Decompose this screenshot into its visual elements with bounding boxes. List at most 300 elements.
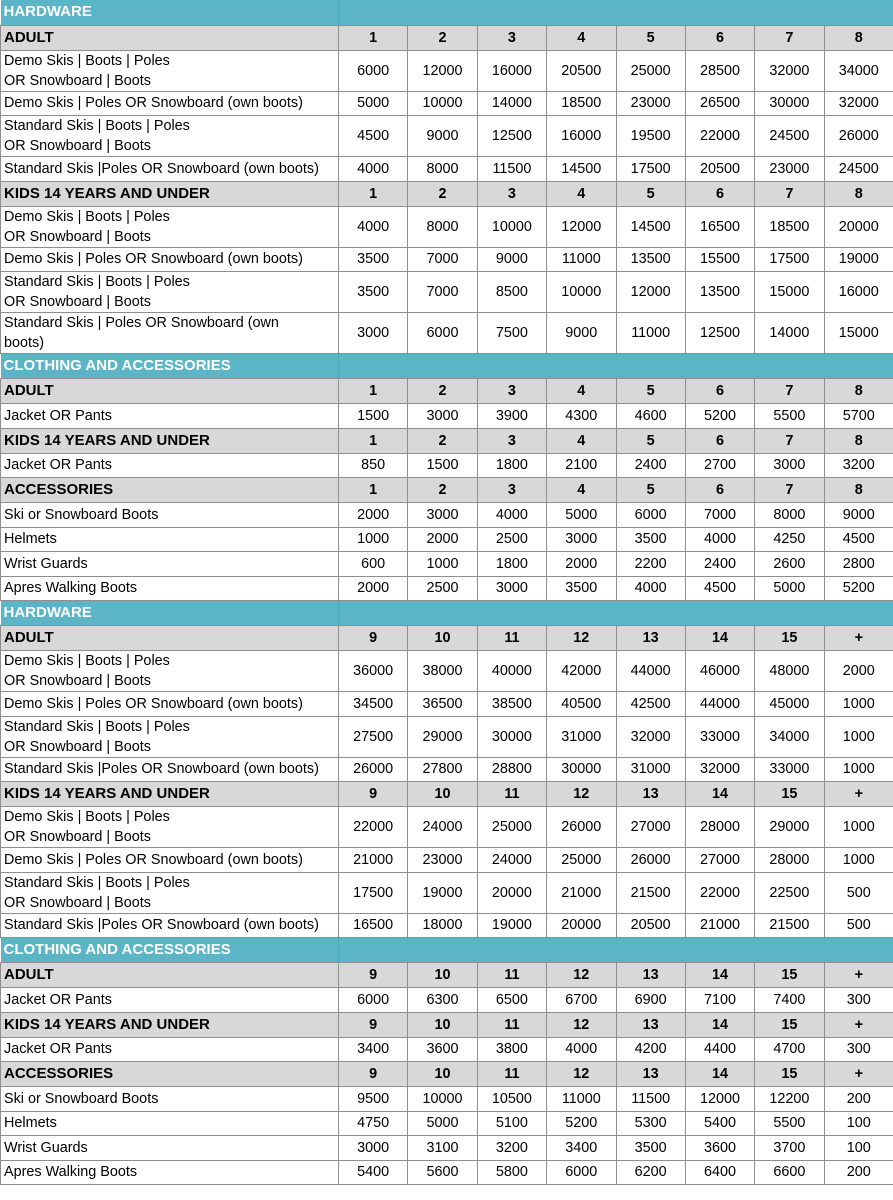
category-label: KIDS 14 YEARS AND UNDER (1, 1012, 339, 1037)
price-cell: 30000 (755, 91, 824, 116)
price-cell: 4000 (339, 157, 408, 182)
day-count-header: 13 (616, 1012, 685, 1037)
rates-table-body (1, 0, 893, 1185)
price-cell: 6000 (339, 988, 408, 1013)
table-row (1, 247, 893, 272)
day-count-header: 3 (477, 25, 546, 50)
day-count-header: 6 (685, 25, 754, 50)
day-count-header: 6 (685, 428, 754, 453)
price-cell: 2000 (339, 503, 408, 528)
table-row (1, 116, 893, 157)
category-header-row (1, 1062, 893, 1087)
price-cell: 48000 (755, 651, 824, 692)
day-count-header: 7 (755, 478, 824, 503)
price-cell: 36000 (339, 651, 408, 692)
price-cell: 38500 (477, 692, 546, 717)
day-count-header: 1 (339, 181, 408, 206)
category-label: KIDS 14 YEARS AND UNDER (1, 181, 339, 206)
price-cell: 28000 (685, 807, 754, 848)
price-cell: 10000 (477, 206, 546, 247)
price-cell: 5600 (408, 1160, 477, 1185)
price-cell: 27500 (339, 716, 408, 757)
price-cell: 2000 (408, 527, 477, 552)
price-cell: 2500 (408, 576, 477, 601)
day-count-header: 14 (685, 626, 754, 651)
price-cell: 16000 (477, 50, 546, 91)
day-count-header: 3 (477, 379, 546, 404)
price-cell: 19000 (477, 913, 546, 938)
price-cell: 1500 (408, 453, 477, 478)
day-count-header: 5 (616, 379, 685, 404)
table-row (1, 848, 893, 873)
category-header-row (1, 963, 893, 988)
table-row (1, 206, 893, 247)
day-count-header: 14 (685, 1062, 754, 1087)
price-cell: 14500 (547, 157, 616, 182)
price-cell: 3500 (547, 576, 616, 601)
price-cell: 3000 (408, 503, 477, 528)
price-cell: 8000 (755, 503, 824, 528)
price-cell: 28000 (755, 848, 824, 873)
price-cell: 10000 (408, 91, 477, 116)
price-cell: 21000 (685, 913, 754, 938)
category-label: ADULT (1, 25, 339, 50)
day-count-header: 5 (616, 25, 685, 50)
price-cell: 3600 (685, 1136, 754, 1161)
price-cell: 3500 (616, 1136, 685, 1161)
price-cell: 19000 (408, 872, 477, 913)
table-row (1, 552, 893, 577)
section-band (339, 601, 893, 626)
category-header-row (1, 25, 893, 50)
day-count-header: 15 (755, 963, 824, 988)
price-cell: 32000 (824, 91, 893, 116)
price-cell: 22000 (685, 116, 754, 157)
price-cell: 3500 (339, 272, 408, 313)
price-cell: 5200 (547, 1111, 616, 1136)
item-label: Wrist Guards (1, 1136, 339, 1161)
table-row (1, 1136, 893, 1161)
price-cell: 14000 (477, 91, 546, 116)
price-cell: 5100 (477, 1111, 546, 1136)
day-count-header: 14 (685, 963, 754, 988)
day-count-header: 15 (755, 626, 824, 651)
price-cell: 13500 (616, 247, 685, 272)
table-row (1, 651, 893, 692)
price-cell: 28800 (477, 757, 546, 782)
price-cell: 3100 (408, 1136, 477, 1161)
price-cell: 24000 (477, 848, 546, 873)
price-cell: 8000 (408, 206, 477, 247)
price-cell: 6600 (755, 1160, 824, 1185)
price-cell: 3200 (477, 1136, 546, 1161)
item-label: Demo Skis | Boots | Poles OR Snowboard | Boots (1, 206, 339, 247)
day-count-header: 12 (547, 626, 616, 651)
item-label: Ski or Snowboard Boots (1, 1087, 339, 1112)
price-cell: 1500 (339, 404, 408, 429)
price-cell: 32000 (755, 50, 824, 91)
price-cell: 27000 (616, 807, 685, 848)
price-cell: 5500 (755, 404, 824, 429)
price-cell: 24000 (408, 807, 477, 848)
item-label: Jacket OR Pants (1, 988, 339, 1013)
price-cell: 31000 (616, 757, 685, 782)
price-cell: 26000 (339, 757, 408, 782)
day-count-header: 5 (616, 428, 685, 453)
category-label: ADULT (1, 379, 339, 404)
price-cell: 2200 (616, 552, 685, 577)
day-count-header: 14 (685, 782, 754, 807)
day-count-header: 12 (547, 1062, 616, 1087)
price-cell: 1800 (477, 453, 546, 478)
category-header-row (1, 379, 893, 404)
price-cell: 21000 (339, 848, 408, 873)
day-count-header: 9 (339, 963, 408, 988)
day-count-header: 11 (477, 963, 546, 988)
price-cell: 5800 (477, 1160, 546, 1185)
price-cell: 6500 (477, 988, 546, 1013)
price-cell: 12000 (685, 1087, 754, 1112)
section-title: CLOTHING AND ACCESSORIES (1, 938, 339, 963)
price-cell: 1000 (824, 716, 893, 757)
day-count-header: 3 (477, 181, 546, 206)
price-cell: 26000 (547, 807, 616, 848)
section-band (339, 938, 893, 963)
day-count-header: 2 (408, 478, 477, 503)
item-label: Standard Skis | Boots | Poles OR Snowboard | Boots (1, 272, 339, 313)
table-row (1, 50, 893, 91)
day-count-header: 7 (755, 181, 824, 206)
price-cell: 12000 (547, 206, 616, 247)
price-cell: 6000 (547, 1160, 616, 1185)
price-cell: 11000 (547, 247, 616, 272)
price-cell: 17500 (616, 157, 685, 182)
item-label: Demo Skis | Poles OR Snowboard (own boots) (1, 91, 339, 116)
item-label: Demo Skis | Boots | Poles OR Snowboard | Boots (1, 807, 339, 848)
price-cell: 4500 (824, 527, 893, 552)
table-row (1, 91, 893, 116)
price-cell: 5000 (547, 503, 616, 528)
price-cell: 42000 (547, 651, 616, 692)
price-cell: 4000 (685, 527, 754, 552)
item-label: Apres Walking Boots (1, 576, 339, 601)
price-cell: 23000 (408, 848, 477, 873)
table-row (1, 692, 893, 717)
price-cell: 4500 (339, 116, 408, 157)
day-count-header: 2 (408, 181, 477, 206)
table-row (1, 157, 893, 182)
day-count-header: 5 (616, 181, 685, 206)
price-cell: 4300 (547, 404, 616, 429)
category-header-row (1, 626, 893, 651)
price-cell: 23000 (755, 157, 824, 182)
category-header-row (1, 782, 893, 807)
price-cell: 17500 (755, 247, 824, 272)
day-count-header: 15 (755, 1062, 824, 1087)
day-count-header: 10 (408, 1012, 477, 1037)
price-cell: 40500 (547, 692, 616, 717)
price-cell: 3600 (408, 1037, 477, 1062)
price-cell: 45000 (755, 692, 824, 717)
price-cell: 25000 (547, 848, 616, 873)
table-row (1, 453, 893, 478)
price-cell: 3400 (339, 1037, 408, 1062)
day-count-header: 8 (824, 379, 893, 404)
price-cell: 6300 (408, 988, 477, 1013)
price-cell: 4000 (547, 1037, 616, 1062)
day-count-header: 2 (408, 25, 477, 50)
price-cell: 4600 (616, 404, 685, 429)
item-label: Standard Skis | Boots | Poles OR Snowboard | Boots (1, 872, 339, 913)
day-count-header: 2 (408, 379, 477, 404)
day-count-header: 1 (339, 25, 408, 50)
price-cell: 18500 (547, 91, 616, 116)
section-title: HARDWARE (1, 601, 339, 626)
price-cell: 27800 (408, 757, 477, 782)
price-cell: 6400 (685, 1160, 754, 1185)
price-cell: 9500 (339, 1087, 408, 1112)
price-cell: 46000 (685, 651, 754, 692)
table-row (1, 807, 893, 848)
price-cell: 4500 (685, 576, 754, 601)
section-band (339, 0, 893, 25)
price-cell: 200 (824, 1087, 893, 1112)
day-count-header: 4 (547, 428, 616, 453)
price-cell: 3500 (339, 247, 408, 272)
price-cell: 2500 (477, 527, 546, 552)
price-cell: 7100 (685, 988, 754, 1013)
table-row (1, 404, 893, 429)
price-cell: 2600 (755, 552, 824, 577)
price-cell: 20500 (616, 913, 685, 938)
day-count-header: 11 (477, 782, 546, 807)
price-cell: 2000 (824, 651, 893, 692)
table-row (1, 872, 893, 913)
price-cell: 4000 (616, 576, 685, 601)
price-cell: 4700 (755, 1037, 824, 1062)
table-row (1, 716, 893, 757)
table-row (1, 1087, 893, 1112)
price-cell: 29000 (408, 716, 477, 757)
price-cell: 5000 (408, 1111, 477, 1136)
day-count-header: 12 (547, 1012, 616, 1037)
price-cell: 1000 (824, 692, 893, 717)
price-cell: 34000 (824, 50, 893, 91)
price-cell: 4000 (339, 206, 408, 247)
table-row (1, 503, 893, 528)
item-label: Jacket OR Pants (1, 453, 339, 478)
item-label: Helmets (1, 1111, 339, 1136)
price-cell: 3200 (824, 453, 893, 478)
price-cell: 5200 (685, 404, 754, 429)
price-cell: 10500 (477, 1087, 546, 1112)
price-cell: 20000 (824, 206, 893, 247)
price-cell: 26000 (616, 848, 685, 873)
price-cell: 1000 (824, 757, 893, 782)
price-cell: 12200 (755, 1087, 824, 1112)
price-cell: 10000 (408, 1087, 477, 1112)
price-cell: 6700 (547, 988, 616, 1013)
price-cell: 7000 (685, 503, 754, 528)
category-header-row (1, 1012, 893, 1037)
price-cell: 7000 (408, 272, 477, 313)
price-cell: 2800 (824, 552, 893, 577)
price-cell: 21500 (755, 913, 824, 938)
price-cell: 8000 (408, 157, 477, 182)
table-row (1, 1160, 893, 1185)
price-cell: 100 (824, 1111, 893, 1136)
price-cell: 3000 (547, 527, 616, 552)
price-cell: 4400 (685, 1037, 754, 1062)
price-cell: 9000 (408, 116, 477, 157)
item-label: Standard Skis |Poles OR Snowboard (own boots) (1, 913, 339, 938)
price-cell: 14500 (616, 206, 685, 247)
category-header-row (1, 478, 893, 503)
day-count-header: 10 (408, 782, 477, 807)
price-cell: 12500 (685, 313, 754, 354)
day-count-header: 9 (339, 1062, 408, 1087)
price-cell: 1000 (339, 527, 408, 552)
section-header-row (1, 938, 893, 963)
price-cell: 4000 (477, 503, 546, 528)
day-count-header: 8 (824, 478, 893, 503)
day-count-header: 7 (755, 428, 824, 453)
item-label: Standard Skis | Poles OR Snowboard (own boots) (1, 313, 339, 354)
item-label: Demo Skis | Boots | Poles OR Snowboard | Boots (1, 50, 339, 91)
price-cell: 17500 (339, 872, 408, 913)
price-cell: 38000 (408, 651, 477, 692)
item-label: Helmets (1, 527, 339, 552)
day-count-header: 12 (547, 782, 616, 807)
price-cell: 20000 (547, 913, 616, 938)
day-count-header: 7 (755, 25, 824, 50)
day-count-header: 13 (616, 1062, 685, 1087)
price-cell: 5000 (755, 576, 824, 601)
price-cell: 34500 (339, 692, 408, 717)
price-cell: 27000 (685, 848, 754, 873)
item-label: Standard Skis | Boots | Poles OR Snowboard | Boots (1, 716, 339, 757)
price-cell: 3900 (477, 404, 546, 429)
price-cell: 21000 (547, 872, 616, 913)
item-label: Wrist Guards (1, 552, 339, 577)
price-cell: 500 (824, 913, 893, 938)
item-label: Ski or Snowboard Boots (1, 503, 339, 528)
day-count-header: 8 (824, 428, 893, 453)
price-cell: 7000 (408, 247, 477, 272)
price-cell: 3000 (408, 404, 477, 429)
day-count-header: 9 (339, 782, 408, 807)
price-cell: 5700 (824, 404, 893, 429)
price-cell: 6200 (616, 1160, 685, 1185)
price-cell: 9000 (547, 313, 616, 354)
day-count-header: 11 (477, 1012, 546, 1037)
price-cell: 600 (339, 552, 408, 577)
day-count-header: 6 (685, 379, 754, 404)
day-count-header: 11 (477, 1062, 546, 1087)
day-count-header: 7 (755, 379, 824, 404)
item-label: Demo Skis | Poles OR Snowboard (own boots) (1, 848, 339, 873)
table-row (1, 1111, 893, 1136)
day-count-header: 6 (685, 478, 754, 503)
price-cell: 7500 (477, 313, 546, 354)
day-count-header: 2 (408, 428, 477, 453)
price-cell: 18000 (408, 913, 477, 938)
day-count-header: 1 (339, 428, 408, 453)
price-cell: 36500 (408, 692, 477, 717)
price-cell: 2100 (547, 453, 616, 478)
price-cell: 33000 (755, 757, 824, 782)
price-cell: 200 (824, 1160, 893, 1185)
item-label: Demo Skis | Boots | Poles OR Snowboard | Boots (1, 651, 339, 692)
table-row (1, 527, 893, 552)
price-cell: 18500 (755, 206, 824, 247)
price-cell: 5500 (755, 1111, 824, 1136)
day-count-header: 13 (616, 626, 685, 651)
price-cell: 11500 (477, 157, 546, 182)
table-row (1, 576, 893, 601)
day-count-header: + (824, 1062, 893, 1087)
price-cell: 22500 (755, 872, 824, 913)
price-cell: 15000 (755, 272, 824, 313)
day-count-header: 6 (685, 181, 754, 206)
day-count-header: + (824, 626, 893, 651)
price-cell: 16000 (824, 272, 893, 313)
day-count-header: 8 (824, 181, 893, 206)
day-count-header: 15 (755, 782, 824, 807)
price-cell: 42500 (616, 692, 685, 717)
day-count-header: 14 (685, 1012, 754, 1037)
day-count-header: + (824, 782, 893, 807)
price-cell: 4200 (616, 1037, 685, 1062)
price-cell: 3500 (616, 527, 685, 552)
item-label: Demo Skis | Poles OR Snowboard (own boots) (1, 247, 339, 272)
price-cell: 30000 (547, 757, 616, 782)
section-band (339, 354, 893, 379)
price-cell: 300 (824, 988, 893, 1013)
price-cell: 100 (824, 1136, 893, 1161)
day-count-header: 8 (824, 25, 893, 50)
price-cell: 13500 (685, 272, 754, 313)
price-cell: 4750 (339, 1111, 408, 1136)
day-count-header: 3 (477, 478, 546, 503)
price-cell: 6000 (408, 313, 477, 354)
price-cell: 850 (339, 453, 408, 478)
category-header-row (1, 428, 893, 453)
price-cell: 12000 (408, 50, 477, 91)
price-cell: 31000 (547, 716, 616, 757)
price-cell: 500 (824, 872, 893, 913)
price-cell: 25000 (616, 50, 685, 91)
table-row (1, 1037, 893, 1062)
price-cell: 40000 (477, 651, 546, 692)
day-count-header: 10 (408, 963, 477, 988)
price-cell: 6000 (339, 50, 408, 91)
price-cell: 29000 (755, 807, 824, 848)
price-cell: 26000 (824, 116, 893, 157)
price-cell: 26500 (685, 91, 754, 116)
day-count-header: + (824, 963, 893, 988)
price-cell: 2000 (339, 576, 408, 601)
price-cell: 30000 (477, 716, 546, 757)
category-label: ACCESSORIES (1, 478, 339, 503)
price-cell: 24500 (824, 157, 893, 182)
price-cell: 16000 (547, 116, 616, 157)
price-cell: 22000 (339, 807, 408, 848)
category-label: ADULT (1, 963, 339, 988)
price-cell: 2700 (685, 453, 754, 478)
category-label: KIDS 14 YEARS AND UNDER (1, 782, 339, 807)
price-cell: 5200 (824, 576, 893, 601)
